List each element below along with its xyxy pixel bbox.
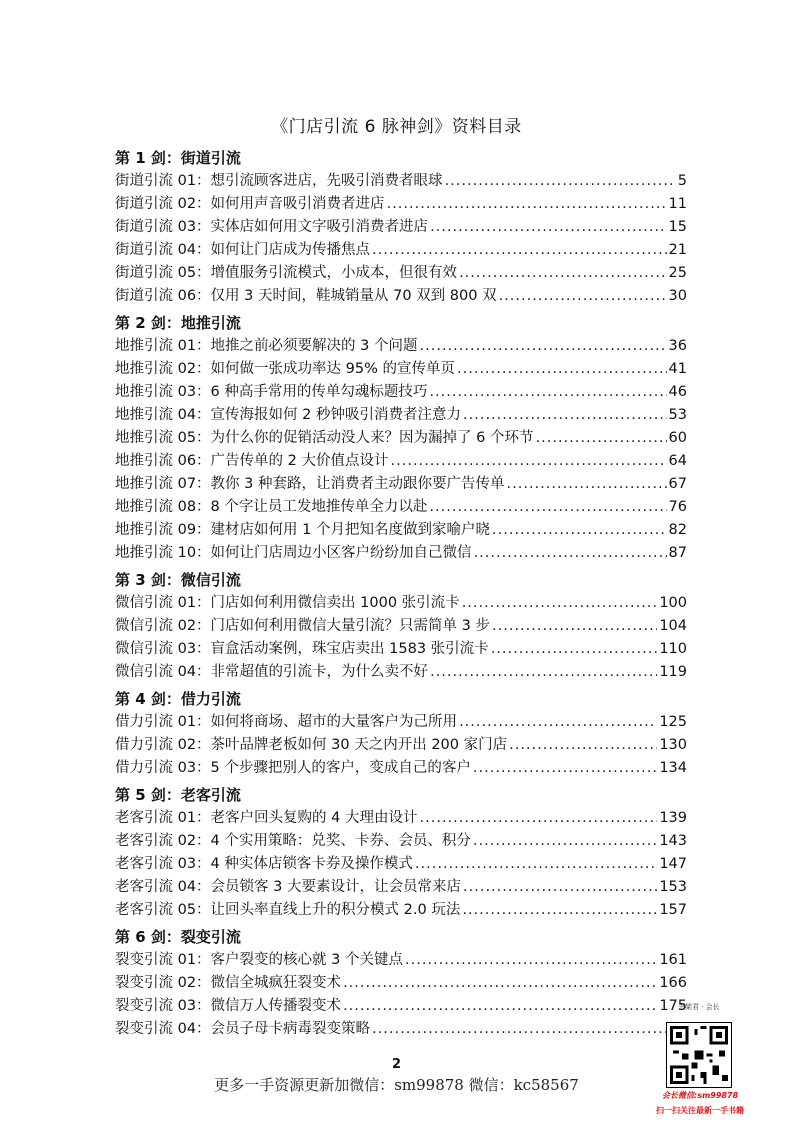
section-heading: 第 4 剑：借力引流 <box>115 690 241 708</box>
toc-entry-label: 微信引流 04：非常超值的引流卡，为什么卖不好 <box>115 664 429 680</box>
toc-entry-page: 25 <box>668 265 687 281</box>
toc-entry <box>115 496 687 519</box>
toc-entry-label: 地推引流 03：6 种高手常用的传单勾魂标题技巧 <box>115 384 428 400</box>
dot-leader <box>420 807 658 830</box>
dot-leader <box>457 358 667 381</box>
section-heading: 第 3 剑：微信引流 <box>115 571 241 589</box>
toc-entry <box>115 711 687 734</box>
toc-entry-label: 地推引流 05：为什么你的促销活动没人来？因为漏掉了 6 个环节 <box>115 430 534 446</box>
section-heading: 第 1 剑：街道引流 <box>115 149 241 167</box>
toc-entry-page: 100 <box>659 595 687 611</box>
toc-entry-page: 153 <box>659 879 687 895</box>
dot-leader <box>491 638 658 661</box>
toc-entry-page: 143 <box>659 833 687 849</box>
toc-entry <box>115 734 687 757</box>
toc-entry <box>115 216 687 239</box>
toc-entry-page: 161 <box>659 952 687 968</box>
toc-entry-page: 119 <box>659 664 687 680</box>
dot-leader <box>473 757 657 780</box>
toc-entry-page: 11 <box>668 196 687 212</box>
toc-entry <box>115 193 687 216</box>
toc-entry-label: 地推引流 02：如何做一张成功率达 95% 的宣传单页 <box>115 361 456 377</box>
toc-entry-page: 87 <box>668 545 687 561</box>
toc-entry-label: 地推引流 06：广告传单的 2 大价值点设计 <box>115 453 389 469</box>
section-heading: 第 6 剑：裂变引流 <box>115 928 241 946</box>
toc-entry-page: 30 <box>668 288 687 304</box>
dot-leader <box>474 542 667 565</box>
qr-code-block <box>656 1002 766 1120</box>
toc-entry <box>115 615 687 638</box>
toc-entry <box>115 285 687 308</box>
toc-entry-page: 60 <box>668 430 687 446</box>
toc-entry-page: 82 <box>668 522 687 538</box>
toc-entry-page: 110 <box>659 641 687 657</box>
toc-entry <box>115 899 687 922</box>
dot-leader <box>509 734 657 757</box>
toc-entry-label: 老客引流 01：老客户回头复购的 4 大理由设计 <box>115 810 418 826</box>
toc-entry-label: 老客引流 02：4 个实用策略：兑奖、卡券、会员、积分 <box>115 833 471 849</box>
toc-entry-page: 104 <box>659 618 687 634</box>
toc-entry <box>115 358 687 381</box>
dot-leader <box>499 285 667 308</box>
toc-entry-label: 借力引流 02：茶叶品牌老板如何 30 天之内开出 200 家门店 <box>115 737 508 753</box>
dot-leader <box>372 239 666 262</box>
dot-leader <box>343 995 657 1018</box>
dot-leader <box>507 473 667 496</box>
table-of-contents <box>115 147 687 1041</box>
toc-entry-page: 5 <box>677 173 687 189</box>
toc-entry-page: 64 <box>668 453 687 469</box>
dot-leader <box>459 262 666 285</box>
toc-entry-page: 125 <box>659 714 687 730</box>
toc-entry-page: 139 <box>659 810 687 826</box>
toc-entry-page: 53 <box>668 407 687 423</box>
toc-entry-label: 地推引流 08：8 个字让员工发地推传单全力以赴 <box>115 499 428 515</box>
section-heading: 第 5 剑：老客引流 <box>115 786 241 804</box>
toc-entry-label: 裂变引流 03：微信万人传播裂变术 <box>115 998 342 1014</box>
toc-entry-page: 67 <box>668 476 687 492</box>
toc-entry <box>115 239 687 262</box>
toc-entry-page: 41 <box>668 361 687 377</box>
toc-entry-label: 地推引流 04：宣传海报如何 2 秒钟吸引消费者注意力 <box>115 407 462 423</box>
toc-entry-label: 街道引流 05：增值服务引流模式，小成本，但很有效 <box>115 265 458 281</box>
toc-entry <box>115 262 687 285</box>
toc-entry-label: 街道引流 03：实体店如何用文字吸引消费者进店 <box>115 219 429 235</box>
dot-leader <box>429 381 666 404</box>
footer-text: 更多一手资源更新加微信：sm99878 微信：kc58567 <box>214 1076 579 1094</box>
toc-entry <box>115 335 687 358</box>
toc-entry <box>115 427 687 450</box>
dot-leader <box>463 876 657 899</box>
qr-code-icon <box>666 1022 732 1088</box>
toc-entry-label: 裂变引流 01：客户裂变的核心就 3 个关键点 <box>115 952 404 968</box>
toc-entry-page: 76 <box>668 499 687 515</box>
dot-leader <box>430 216 666 239</box>
dot-leader <box>405 949 657 972</box>
dot-leader <box>387 193 667 216</box>
toc-entry-page: 175 <box>659 998 687 1014</box>
toc-entry <box>115 830 687 853</box>
toc-entry-page: 46 <box>668 384 687 400</box>
toc-entry-page: 166 <box>659 975 687 991</box>
toc-entry-label: 街道引流 04：如何让门店成为传播焦点 <box>115 242 371 258</box>
toc-entry <box>115 876 687 899</box>
dot-leader <box>463 404 667 427</box>
toc-entry-label: 微信引流 03：盲盒活动案例，珠宝店卖出 1583 张引流卡 <box>115 641 489 657</box>
toc-entry-label: 老客引流 04：会员锁客 3 大要素设计，让会员常来店 <box>115 879 462 895</box>
toc-entry-page: 147 <box>659 856 687 872</box>
dot-leader <box>492 615 657 638</box>
dot-leader <box>459 711 657 734</box>
toc-entry-label: 地推引流 01：地推之前必须要解决的 3 个问题 <box>115 338 418 354</box>
qr-caption-follow: 扫一扫关注最新一手书籍 <box>656 1106 744 1115</box>
dot-leader <box>445 170 676 193</box>
dot-leader <box>430 661 657 684</box>
dot-leader <box>462 592 658 615</box>
toc-entry-label: 老客引流 05：让回头率直线上升的积分模式 2.0 玩法 <box>115 902 461 918</box>
toc-entry-label: 借力引流 01：如何将商场、超市的大量客户为己所用 <box>115 714 458 730</box>
toc-entry <box>115 1018 687 1041</box>
toc-entry <box>115 972 687 995</box>
dot-leader <box>372 1018 685 1041</box>
toc-entry <box>115 542 687 565</box>
toc-entry <box>115 381 687 404</box>
toc-entry-label: 老客引流 03：4 种实体店锁客卡券及操作模式 <box>115 856 413 872</box>
toc-entry-label: 街道引流 06：仅用 3 天时间，鞋城销量从 70 双到 800 双 <box>115 288 497 304</box>
dot-leader <box>462 899 657 922</box>
dot-leader <box>536 427 667 450</box>
toc-entry-label: 地推引流 07：教你 3 种套路，让消费者主动跟你要广告传单 <box>115 476 505 492</box>
dot-leader <box>415 853 657 876</box>
dot-leader <box>492 519 667 542</box>
dot-leader <box>343 972 657 995</box>
toc-entry <box>115 995 687 1018</box>
toc-entry <box>115 853 687 876</box>
toc-entry <box>115 949 687 972</box>
toc-entry-page: 157 <box>659 902 687 918</box>
toc-entry-page: 130 <box>659 737 687 753</box>
toc-entry-label: 地推引流 10：如何让门店周边小区客户纷纷加自己微信 <box>115 545 472 561</box>
toc-entry <box>115 757 687 780</box>
toc-entry-page: 15 <box>668 219 687 235</box>
section-heading: 第 2 剑：地推引流 <box>115 314 241 332</box>
toc-entry-page: 134 <box>659 760 687 776</box>
dot-leader <box>420 335 667 358</box>
page-number: 2 <box>391 1057 402 1072</box>
dot-leader <box>473 830 657 853</box>
qr-caption-wechat: 会长微信:sm99878 <box>662 1091 739 1100</box>
toc-entry <box>115 592 687 615</box>
dot-leader <box>391 450 667 473</box>
toc-entry-label: 裂变引流 02：微信全城疯狂裂变术 <box>115 975 342 991</box>
toc-entry-label: 地推引流 09：建材店如何用 1 个月把知名度做到家喻户晓 <box>115 522 491 538</box>
toc-entry <box>115 638 687 661</box>
toc-entry <box>115 473 687 496</box>
toc-entry <box>115 170 687 193</box>
dot-leader <box>429 496 666 519</box>
toc-entry-label: 微信引流 01：门店如何利用微信卖出 1000 张引流卡 <box>115 595 460 611</box>
qr-header: 书架君 · 会长 <box>678 1003 720 1011</box>
toc-entry-page: 36 <box>668 338 687 354</box>
document-title: 《门店引流 6 脉神剑》资料目录 <box>271 117 522 137</box>
toc-entry-label: 裂变引流 04：会员子母卡病毒裂变策略 <box>115 1021 371 1037</box>
toc-entry <box>115 661 687 684</box>
toc-entry <box>115 519 687 542</box>
toc-entry-label: 借力引流 03：5 个步骤把别人的客户，变成自己的客户 <box>115 760 471 776</box>
toc-entry <box>115 450 687 473</box>
toc-entry <box>115 404 687 427</box>
toc-entry-page: 21 <box>668 242 687 258</box>
toc-entry-label: 微信引流 02：门店如何利用微信大量引流？只需简单 3 步 <box>115 618 491 634</box>
toc-entry-label: 街道引流 02：如何用声音吸引消费者进店 <box>115 196 385 212</box>
toc-entry <box>115 807 687 830</box>
toc-entry-label: 街道引流 01：想引流顾客进店，先吸引消费者眼球 <box>115 173 443 189</box>
